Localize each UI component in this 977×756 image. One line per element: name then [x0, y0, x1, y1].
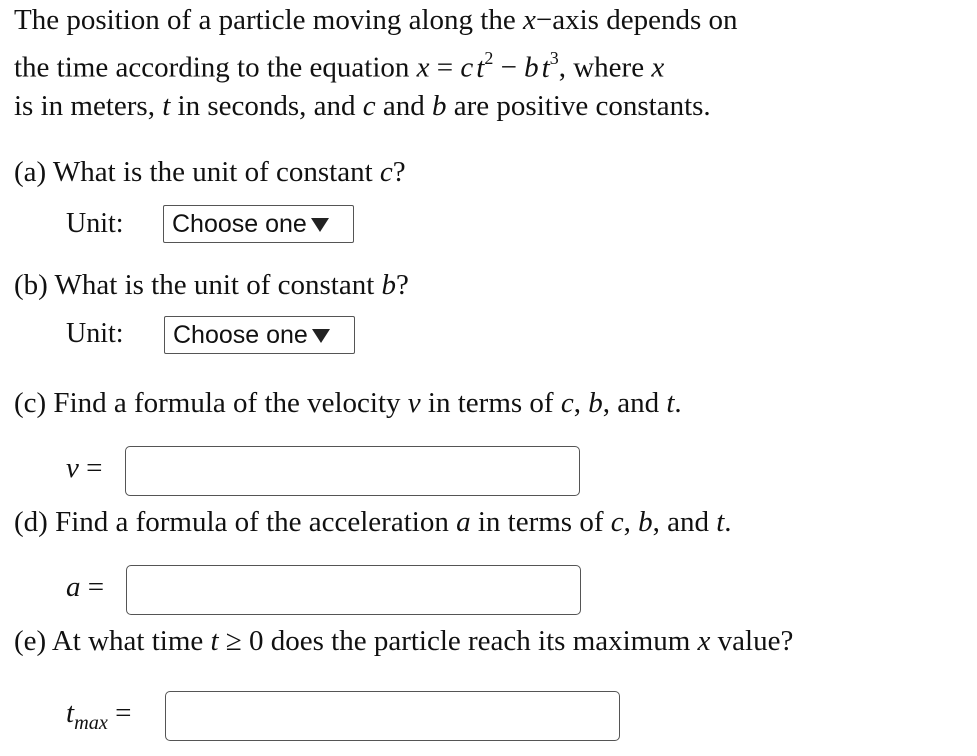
- dropdown-arrow-icon: [312, 329, 330, 343]
- velocity-answer-box[interactable]: [125, 446, 580, 496]
- unit-select-b[interactable]: [164, 316, 355, 354]
- unit-select-a-value: Choose one: [172, 209, 307, 238]
- question-a: (a) What is the unit of constant c?: [14, 156, 406, 188]
- unit-select-b-value: Choose one: [173, 320, 308, 349]
- answer-label-a: a =: [66, 571, 105, 603]
- unit-select-a[interactable]: [163, 205, 354, 243]
- question-e: (e) At what time t ≥ 0 does the particle reach its maximum x value?: [14, 625, 794, 657]
- acceleration-answer-box[interactable]: [126, 565, 581, 615]
- acceleration-input[interactable]: [127, 566, 580, 614]
- answer-label-tmax: $t_{max}$ =: [66, 697, 132, 735]
- dropdown-arrow-icon: [311, 218, 329, 232]
- tmax-answer-box[interactable]: [165, 691, 620, 741]
- intro-line-2: the time according to the equation x = c $t^2 - b$ $t^3$, where x: [14, 48, 665, 84]
- unit-label-a: Unit:: [66, 208, 124, 239]
- answer-label-v: v =: [66, 452, 103, 484]
- question-d: (d) Find a formula of the acceleration a in terms of c, b, and t.: [14, 506, 732, 538]
- equation-x: x: [416, 51, 430, 84]
- question-b: (b) What is the unit of constant b?: [14, 269, 409, 301]
- unit-label-b: Unit:: [66, 318, 124, 349]
- tmax-input[interactable]: [166, 692, 619, 740]
- intro-line-1: The position of a particle moving along the x−axis depends on: [14, 4, 738, 36]
- question-c: (c) Find a formula of the velocity v in terms of c, b, and t.: [14, 387, 682, 419]
- intro-line-3: is in meters, t in seconds, and c and b are positive constants.: [14, 90, 711, 122]
- velocity-input[interactable]: [126, 447, 579, 495]
